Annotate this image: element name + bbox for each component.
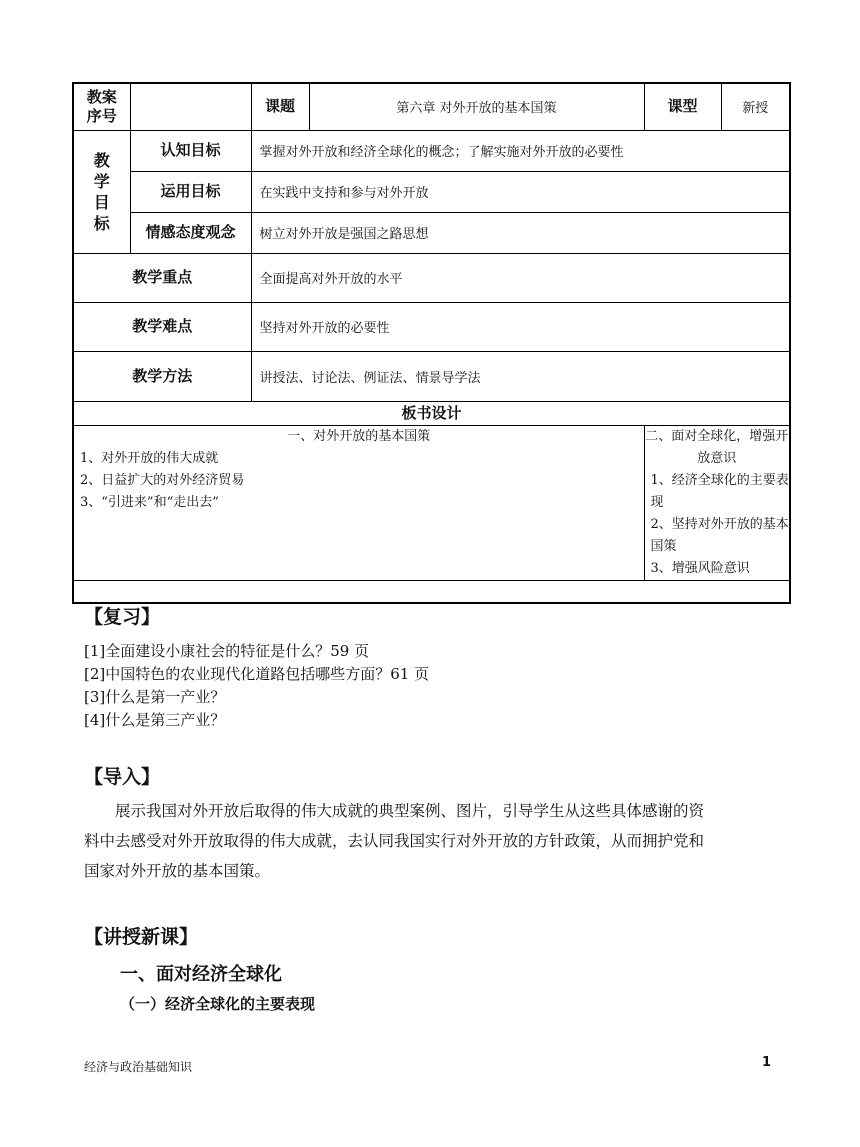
objectives-group-label: 教学目标 xyxy=(73,130,130,253)
footer-title: 经济与政治基础知识 xyxy=(84,1060,193,1074)
board-title: 板书设计 xyxy=(73,401,790,425)
method-row xyxy=(73,351,790,401)
board-right-column xyxy=(644,425,790,580)
review-title: 【复习】 xyxy=(84,606,161,628)
section-heading: 一、面对经济全球化 xyxy=(120,964,282,985)
difficulty-label: 教学难点 xyxy=(73,302,251,351)
objective-value: 树立对外开放是强国之路思想 xyxy=(251,212,790,253)
board-left-column xyxy=(73,425,644,580)
objective-label: 情感态度观念 xyxy=(130,212,251,253)
topic-label: 课题 xyxy=(251,83,309,130)
board-content-row xyxy=(73,425,790,580)
intro-line: 国家对外开放的基本国策。 xyxy=(84,862,271,880)
board-title-row xyxy=(73,401,790,425)
board-left-item: 3、“引进来”和“走出去” xyxy=(80,494,219,510)
key-point-label: 教学重点 xyxy=(73,253,251,302)
objective-value: 掌握对外开放和经济全球化的概念；了解实施对外开放的必要性 xyxy=(251,130,790,171)
board-right-item: 3、增强风险意识 xyxy=(650,560,750,576)
board-right-item: 1、经济全球化的主要表现 xyxy=(650,472,789,510)
lesson-plan-table xyxy=(72,82,791,604)
review-item: [3]什么是第一产业？ xyxy=(84,688,226,706)
board-left-item: 1、对外开放的伟大成就 xyxy=(80,450,219,466)
review-item: [4]什么是第三产业？ xyxy=(84,711,226,729)
objective-row xyxy=(73,130,790,171)
blank-row xyxy=(73,580,790,603)
board-right-heading: 二、面对全球化，增强开放意识 xyxy=(645,428,789,466)
review-item: [2]中国特色的农业现代化道路包括哪些方面？61 页 xyxy=(84,665,430,683)
objective-value: 在实践中支持和参与对外开放 xyxy=(251,171,790,212)
key-point-row xyxy=(73,253,790,302)
type-label: 课型 xyxy=(644,83,721,130)
intro-title: 【导入】 xyxy=(84,766,161,788)
subsection-heading: （一）经济全球化的主要表现 xyxy=(120,995,316,1013)
objective-label: 运用目标 xyxy=(130,171,251,212)
blank-cell xyxy=(73,580,790,603)
page-number: 1 xyxy=(762,1055,772,1070)
objective-label: 认知目标 xyxy=(130,130,251,171)
objective-row xyxy=(73,171,790,212)
intro-line: 料中去感受对外开放取得的伟大成就，去认同我国实行对外开放的方针政策，从而拥护党和 xyxy=(84,832,705,850)
board-right-item: 2、坚持对外开放的基本国策 xyxy=(650,516,789,554)
difficulty-row xyxy=(73,302,790,351)
objective-row xyxy=(73,212,790,253)
plan-no-label: 教案序号 xyxy=(73,83,130,130)
intro-line: 展示我国对外开放后取得的伟大成就的典型案例、图片，引导学生从这些具体感谢的资 xyxy=(84,802,705,820)
lecture-title: 【讲授新课】 xyxy=(84,926,199,948)
header-row xyxy=(73,83,790,130)
plan-no-value xyxy=(130,83,251,130)
topic-value: 第六章 对外开放的基本国策 xyxy=(309,83,644,130)
method-label: 教学方法 xyxy=(73,351,251,401)
board-left-heading: 一、对外开放的基本国策 xyxy=(287,428,431,444)
review-item: [1]全面建设小康社会的特征是什么？59 页 xyxy=(84,642,370,660)
method-value: 讲授法、讨论法、例证法、情景导学法 xyxy=(251,351,790,401)
key-point-value: 全面提高对外开放的水平 xyxy=(251,253,790,302)
difficulty-value: 坚持对外开放的必要性 xyxy=(251,302,790,351)
intro-paragraph xyxy=(84,796,784,886)
board-left-item: 2、日益扩大的对外经济贸易 xyxy=(80,472,245,488)
type-value: 新授 xyxy=(721,83,790,130)
